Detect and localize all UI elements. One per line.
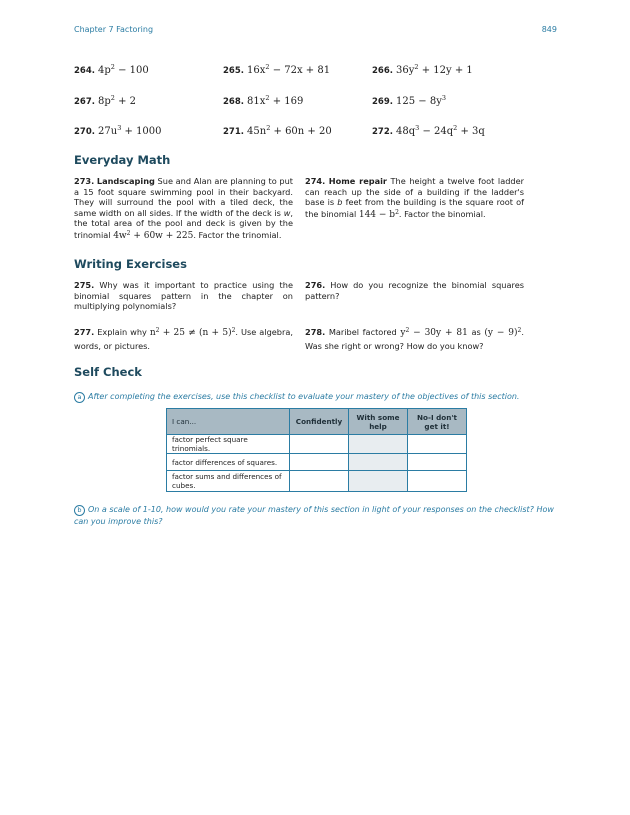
self-check-table [166,408,467,492]
cell-with-some-help[interactable] [349,454,408,471]
table-header-row [167,409,467,435]
problem-275: 275. Why was it important to practice using the binomial squares pattern in the chapter on multiplying polynomials? [74,280,293,312]
cell-with-some-help[interactable] [349,471,408,492]
problem-278: 278. Maribel factored $y^2 - 30y + 81$ as $(y - 9)^2$. Was she right or wrong? How do you know? [305,327,524,351]
problem-269: 269. $125 - 8y^3$ [372,94,446,107]
cell-confidently[interactable] [290,435,349,454]
chapter-header: Chapter 7 Factoring [74,25,154,34]
problem-277: 277. Explain why $n^2 + 25 \ne (n + 5)^2$. Use algebra, words, or pictures. [74,327,293,351]
problem-273: 273. Landscaping Sue and Alan are planning to put a 15 foot square swimming pool in their backyard. They will surround the pool with a tiled deck, the same width on all sides. If the width of the deck is w, the total area of the pool and deck is given by the trinomial $4w^2 + 60w + 225$. Factor the trinomial. [74,176,293,241]
self-check-note-b: b On a scale of 1-10, how would you rate your mastery of this section in light of your responses on the checklist? How can you improve this? [74,505,554,526]
problem-265: 265. $16x^2 - 72x + 81$ [223,63,331,76]
problem-266: 266. $36y^2 + 12y + 1$ [372,63,473,76]
col-header-confidently: Confidently [290,409,349,435]
cell-confidently[interactable] [290,454,349,471]
cell-confidently[interactable] [290,471,349,492]
table-row [167,435,467,454]
cell-no-i-dont-get-it[interactable] [408,471,467,492]
self-check-note-a: a After completing the exercises, use this checklist to evaluate your mastery of the objectives of this section. [74,391,544,403]
cell-no-i-dont-get-it[interactable] [408,435,467,454]
row-label: factor differences of squares. [167,454,290,471]
row-label: factor perfect square trinomials. [167,435,290,454]
col-header-no-i-dont-get-it: No-I don't get it! [408,409,467,435]
cell-no-i-dont-get-it[interactable] [408,454,467,471]
table-row [167,454,467,471]
problem-264: 264. $4p^2 - 100$ [74,63,149,76]
row-label: factor sums and differences of cubes. [167,471,290,492]
circled-letter-a: a [74,392,85,403]
problem-272: 272. $48q^3 - 24q^2 + 3q$ [372,124,485,137]
table-row [167,471,467,492]
page-number: 849 [541,25,557,34]
problem-270: 270. $27u^3 + 1000$ [74,124,162,137]
writing-exercises-heading: Writing Exercises [74,257,187,271]
problem-271: 271. $45n^2 + 60n + 20$ [223,124,332,137]
problem-268: 268. $81x^2 + 169$ [223,94,304,107]
everyday-math-heading: Everyday Math [74,153,171,167]
problem-267: 267. $8p^2 + 2$ [74,94,137,107]
problem-276: 276. How do you recognize the binomial squares pattern? [305,280,524,301]
col-header-i-can: I can... [167,409,290,435]
circled-letter-b: b [74,505,85,516]
cell-with-some-help[interactable] [349,435,408,454]
problem-274: 274. Home repair The height a twelve foot ladder can reach up the side of a building if the ladder's base is b feet from the building is the square root of the binomial $144 - b^2$. Factor the binomial. [305,176,525,220]
col-header-with-some-help: With some help [349,409,408,435]
self-check-heading: Self Check [74,365,142,379]
